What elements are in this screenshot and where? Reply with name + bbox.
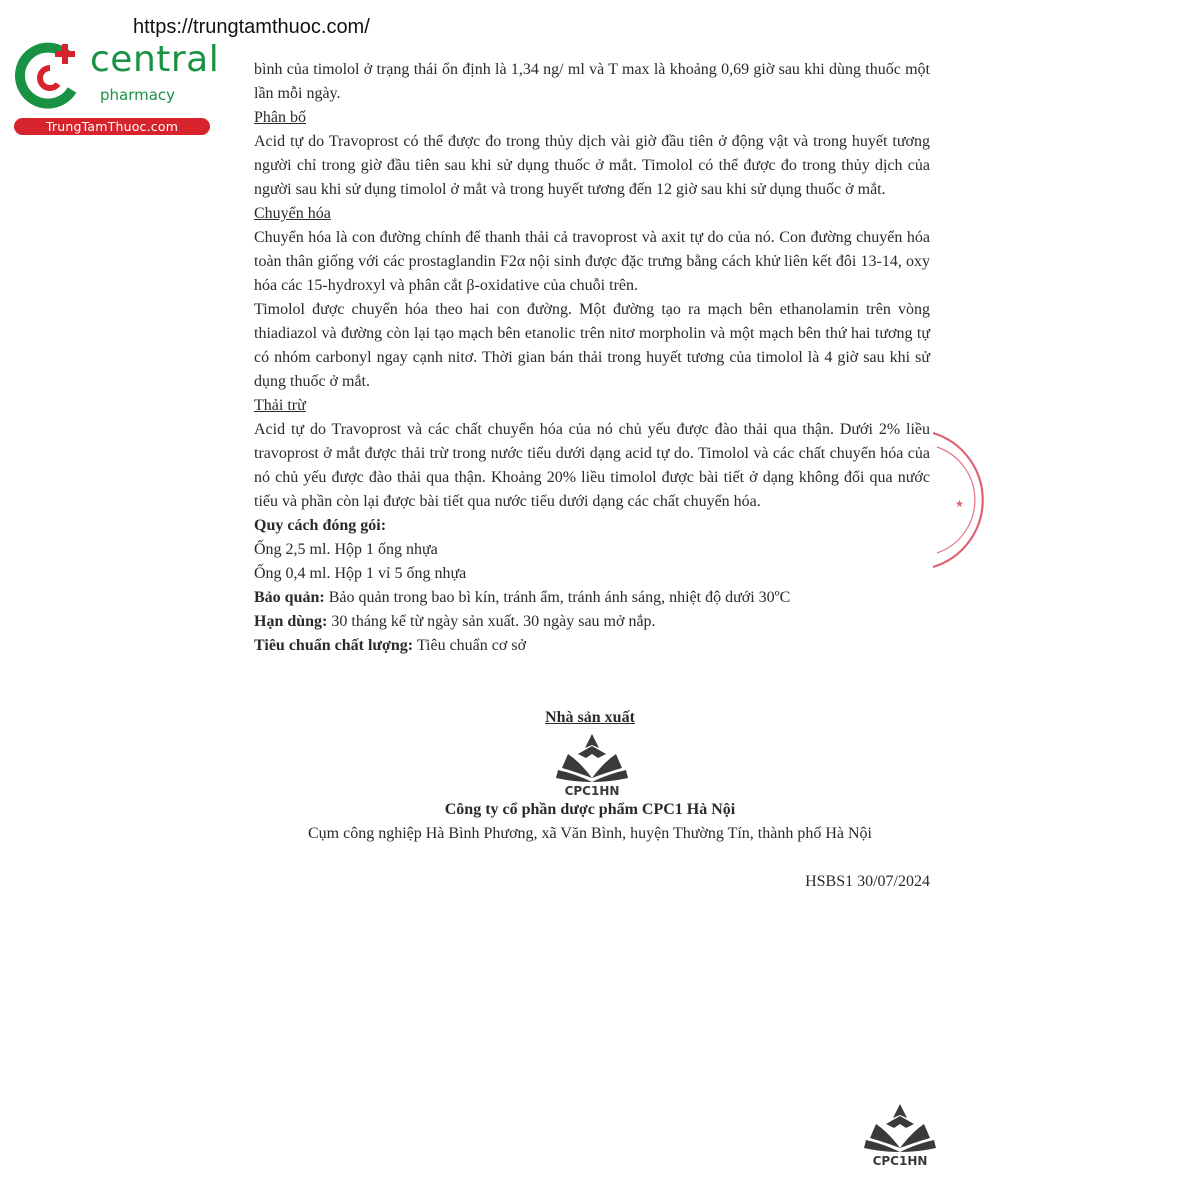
cpc1hn-corner-logo xyxy=(862,1102,938,1168)
packaging-label: Quy cách đóng gói: xyxy=(254,517,387,534)
packaging-line-2: Ống 0,4 ml. Hộp 1 vỉ 5 ống nhựa xyxy=(254,565,467,582)
svg-text:★: ★ xyxy=(955,499,964,510)
quality-line xyxy=(254,634,930,658)
excretion-heading: Thải trừ xyxy=(254,397,306,414)
website-url: https://trungtamthuoc.com/ xyxy=(133,16,370,38)
distribution-heading: Phân bố xyxy=(254,109,306,126)
storage-line xyxy=(254,586,930,610)
document-body xyxy=(254,58,930,658)
distribution-paragraph: Acid tự do Travoprost có thể được đo trong thủy dịch vài giờ đầu tiên ở động vật và trong huyết tương người chỉ trong giờ đầu tiên sau khi sử dụng thuốc ở mắt. Timolol có thể được đo trong thủy dịch của người sau khi sử dụng timolol ở mắt và trong huyết tương đến 12 giờ sau khi sử dụng thuốc ở mắt. xyxy=(254,133,930,198)
brand-site-bar: TrungTamThuoc.com xyxy=(14,118,210,135)
storage-text: Bảo quản trong bao bì kín, tránh ẩm, tránh ánh sáng, nhiệt độ dưới 30ºC xyxy=(328,589,791,606)
manufacturer-title: Nhà sản xuất xyxy=(545,709,635,726)
document-reference: HSBS1 30/07/2024 xyxy=(805,873,930,890)
packaging-line-1: Ống 2,5 ml. Hộp 1 ống nhựa xyxy=(254,541,438,558)
company-address: Cụm công nghiệp Hà Bình Phương, xã Văn Bình, huyện Thường Tín, thành phố Hà Nội xyxy=(307,825,872,842)
company-name: Công ty cổ phần dược phẩm CPC1 Hà Nội xyxy=(444,801,736,818)
excretion-paragraph: Acid tự do Travoprost và các chất chuyển hóa của nó chủ yếu được đào thải qua thận. Dưới 2% liều travoprost ở mắt được thải trừ trong nước tiểu dưới dạng acid tự do. Timolol và các chất chuyển hóa của nó chủ yếu được đào thải qua thận. Khoảng 20% liều timolol được bài tiết ở dạng không đổi qua nước tiểu và phần còn lại được bài tiết qua nước tiểu dưới dạng các chất chuyển hóa. xyxy=(254,421,930,510)
shelf-life-text: 30 tháng kể từ ngày sản xuất. 30 ngày sau mở nắp. xyxy=(331,613,656,630)
cpc1hn-logo xyxy=(554,732,630,798)
intro-paragraph: bình của timolol ở trạng thái ổn định là 1,34 ng/ ml và T max là khoảng 0,69 giờ sau khi dùng thuốc một lần mỗi ngày. xyxy=(254,61,930,102)
red-stamp xyxy=(925,425,985,575)
storage-label: Bảo quản: xyxy=(254,589,325,606)
metabolism-paragraph-1: Chuyển hóa là con đường chính để thanh thải cả travoprost và axit tự do của nó. Con đường chuyển hóa toàn thân giống với các prostaglandin F2α nội sinh được đặc trưng bằng cách khử liên kết đôi 13-14, oxy hóa các 15-hydroxyl và phân cắt β-oxidative của chuỗi trên. xyxy=(254,229,930,294)
brand-subname: pharmacy xyxy=(100,86,176,104)
shelf-life-line xyxy=(254,610,930,634)
cpc1hn-corner-logo-text: CPC1HN xyxy=(872,1154,928,1168)
central-c-icon xyxy=(10,38,90,118)
quality-text: Tiêu chuẩn cơ sở xyxy=(416,637,527,654)
metabolism-paragraph-2: Timolol được chuyển hóa theo hai con đường. Một đường tạo ra mạch bên ethanolamin trên vòng thiadiazol và đường còn lại tạo mạch bên etanolic trên nitơ morpholin và một mạch bên thứ hai tương tự có nhóm carbonyl ngay cạnh nitơ. Thời gian bán thải trong huyết tương của timolol là 4 giờ sau khi sử dụng thuốc ở mắt. xyxy=(254,301,930,390)
brand-name: central xyxy=(90,39,220,80)
metabolism-heading: Chuyển hóa xyxy=(254,205,331,222)
central-pharmacy-logo xyxy=(10,38,220,138)
cpc1hn-logo-text: CPC1HN xyxy=(564,784,620,798)
shelf-life-label: Hạn dùng: xyxy=(254,613,328,630)
quality-label: Tiêu chuẩn chất lượng: xyxy=(254,637,414,654)
